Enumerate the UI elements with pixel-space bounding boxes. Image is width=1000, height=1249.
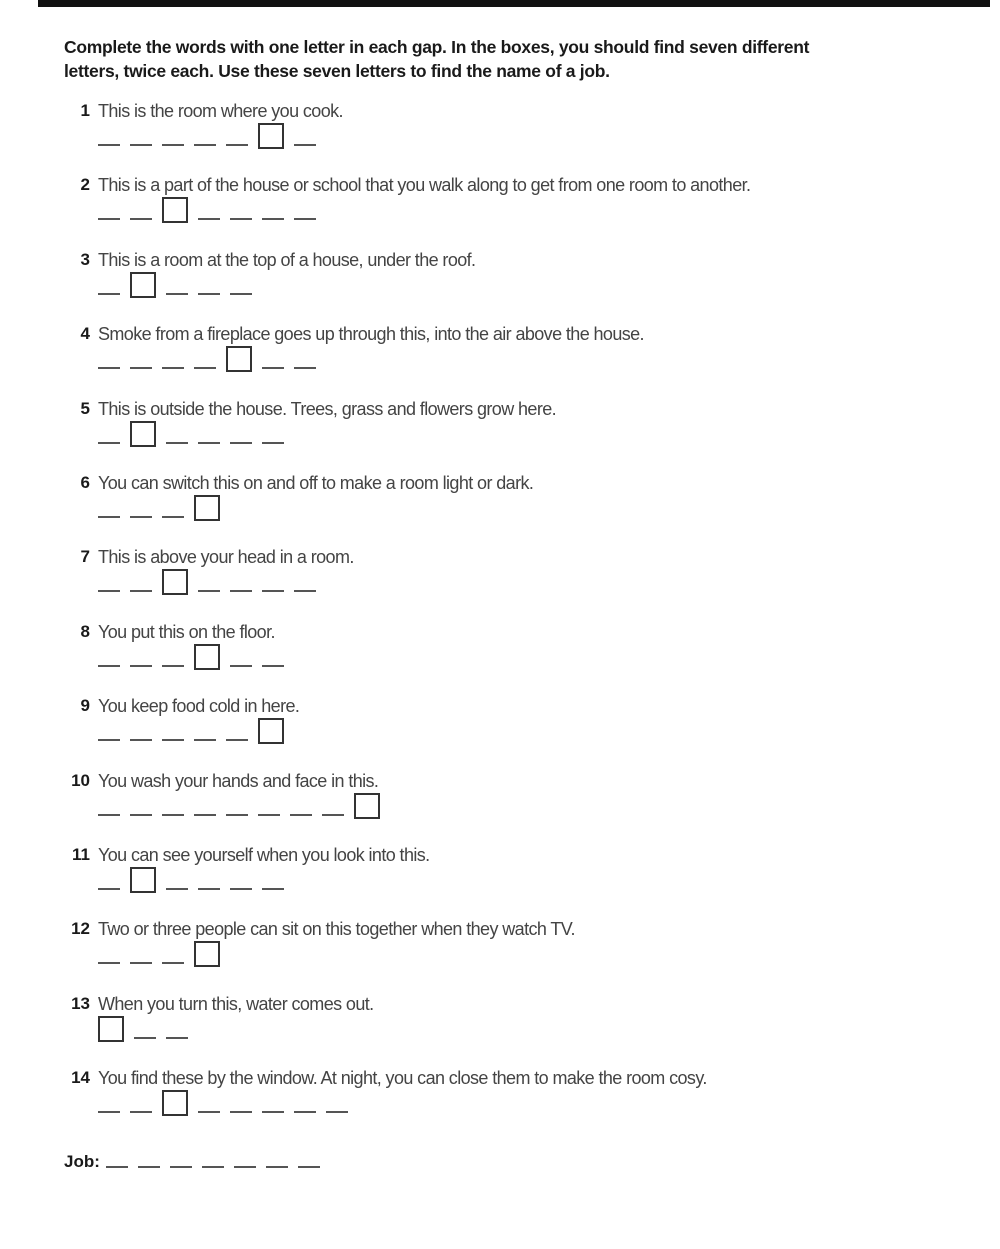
letter-box[interactable] <box>354 793 380 819</box>
job-letter-gap[interactable] <box>202 1166 224 1168</box>
answer-slots <box>98 421 294 451</box>
job-letter-gap[interactable] <box>106 1166 128 1168</box>
letter-gap[interactable] <box>194 739 216 741</box>
job-letter-slots <box>106 1154 330 1171</box>
letter-gap[interactable] <box>262 218 284 220</box>
letter-gap[interactable] <box>98 962 120 964</box>
letter-gap[interactable] <box>98 516 120 518</box>
answer-slots <box>98 272 262 302</box>
letter-box[interactable] <box>130 421 156 447</box>
letter-box[interactable] <box>194 941 220 967</box>
question-text: You find these by the window. At night, you can close them to make the room cosy. <box>98 1068 707 1089</box>
letter-gap[interactable] <box>98 1111 120 1113</box>
letter-gap[interactable] <box>198 888 220 890</box>
letter-gap[interactable] <box>98 442 120 444</box>
letter-gap[interactable] <box>230 1111 252 1113</box>
question-text: You can switch this on and off to make a room light or dark. <box>98 473 534 493</box>
question-text: You wash your hands and face in this. <box>98 770 379 791</box>
question-text: This is outside the house. Trees, grass and flowers grow here. <box>98 398 557 419</box>
letter-gap[interactable] <box>262 590 284 592</box>
letter-gap[interactable] <box>98 293 120 295</box>
letter-gap[interactable] <box>98 144 120 146</box>
letter-gap[interactable] <box>230 218 252 220</box>
letter-gap[interactable] <box>322 814 344 816</box>
letter-gap[interactable] <box>198 590 220 592</box>
letter-gap[interactable] <box>230 665 252 667</box>
letter-gap[interactable] <box>162 814 184 816</box>
letter-gap[interactable] <box>130 590 152 592</box>
letter-gap[interactable] <box>130 516 152 518</box>
letter-gap[interactable] <box>230 442 252 444</box>
letter-gap[interactable] <box>194 814 216 816</box>
answer-slots <box>98 197 326 227</box>
answer-slots <box>98 867 294 897</box>
letter-gap[interactable] <box>166 888 188 890</box>
question-number: 14 <box>71 1068 90 1088</box>
letter-gap[interactable] <box>98 367 120 369</box>
letter-gap[interactable] <box>162 962 184 964</box>
answer-slots <box>98 495 230 525</box>
letter-box[interactable] <box>258 123 284 149</box>
letter-gap[interactable] <box>230 590 252 592</box>
answer-slots <box>98 1090 358 1120</box>
letter-gap[interactable] <box>294 218 316 220</box>
letter-gap[interactable] <box>130 144 152 146</box>
letter-gap[interactable] <box>162 665 184 667</box>
job-label: Job: <box>64 1152 100 1171</box>
question-text: This is a room at the top of a house, under the roof. <box>98 249 476 270</box>
letter-gap[interactable] <box>262 665 284 667</box>
question-number: 4 <box>80 324 90 344</box>
letter-gap[interactable] <box>294 1111 316 1113</box>
letter-gap[interactable] <box>194 144 216 146</box>
question-text: This is a part of the house or school that you walk along to get from one room to another. <box>98 175 751 196</box>
letter-gap[interactable] <box>166 442 188 444</box>
question-number: 3 <box>80 249 90 269</box>
question-text: When you turn this, water comes out. <box>98 993 374 1014</box>
letter-gap[interactable] <box>294 367 316 369</box>
letter-gap[interactable] <box>294 590 316 592</box>
letter-box[interactable] <box>162 197 188 223</box>
letter-gap[interactable] <box>166 293 188 295</box>
letter-gap[interactable] <box>262 1111 284 1113</box>
question-text: Smoke from a fireplace goes up through this, into the air above the house. <box>98 324 644 345</box>
letter-gap[interactable] <box>130 665 152 667</box>
letter-box[interactable] <box>194 495 220 521</box>
letter-gap[interactable] <box>262 888 284 890</box>
question-number: 9 <box>80 696 90 716</box>
letter-gap[interactable] <box>98 590 120 592</box>
letter-box[interactable] <box>226 346 252 372</box>
question-text: This is the room where you cook. <box>98 101 343 121</box>
letter-gap[interactable] <box>290 814 312 816</box>
letter-gap[interactable] <box>294 144 316 146</box>
question-number: 6 <box>80 473 90 492</box>
answer-slots <box>98 123 326 153</box>
answer-slots <box>98 718 294 748</box>
answer-slots <box>98 569 326 599</box>
letter-gap[interactable] <box>130 739 152 741</box>
question-number: 12 <box>71 919 90 939</box>
letter-box[interactable] <box>162 569 188 595</box>
question-number: 2 <box>80 175 90 195</box>
letter-gap[interactable] <box>198 1111 220 1113</box>
letter-box[interactable] <box>258 718 284 744</box>
question-number: 10 <box>71 770 90 790</box>
letter-gap[interactable] <box>226 144 248 146</box>
letter-gap[interactable] <box>130 1111 152 1113</box>
letter-gap[interactable] <box>198 293 220 295</box>
letter-gap[interactable] <box>130 218 152 220</box>
letter-gap[interactable] <box>98 218 120 220</box>
letter-gap[interactable] <box>162 516 184 518</box>
question-number: 5 <box>80 398 90 418</box>
letter-box[interactable] <box>194 644 220 670</box>
letter-gap[interactable] <box>98 739 120 741</box>
letter-gap[interactable] <box>230 888 252 890</box>
letter-gap[interactable] <box>226 814 248 816</box>
answer-slots <box>98 1016 198 1046</box>
letter-gap[interactable] <box>326 1111 348 1113</box>
letter-gap[interactable] <box>98 665 120 667</box>
letter-gap[interactable] <box>130 367 152 369</box>
answer-slots <box>98 793 390 823</box>
job-letter-gap[interactable] <box>266 1166 288 1168</box>
letter-box[interactable] <box>98 1016 124 1042</box>
letter-gap[interactable] <box>262 442 284 444</box>
letter-gap[interactable] <box>198 218 220 220</box>
job-letter-gap[interactable] <box>170 1166 192 1168</box>
job-letter-gap[interactable] <box>234 1166 256 1168</box>
answer-slots <box>98 346 326 376</box>
letter-gap[interactable] <box>134 1037 156 1039</box>
job-letter-gap[interactable] <box>298 1166 320 1168</box>
letter-gap[interactable] <box>194 367 216 369</box>
letter-gap[interactable] <box>166 1037 188 1039</box>
top-border-bar <box>38 0 990 7</box>
letter-gap[interactable] <box>98 814 120 816</box>
question-text: You put this on the floor. <box>98 621 275 642</box>
letter-box[interactable] <box>130 272 156 298</box>
question-text: Two or three people can sit on this together when they watch TV. <box>98 919 575 940</box>
letter-gap[interactable] <box>162 144 184 146</box>
question-number: 13 <box>71 993 90 1013</box>
question-text: You keep food cold in here. <box>98 696 300 717</box>
letter-gap[interactable] <box>198 442 220 444</box>
letter-gap[interactable] <box>162 367 184 369</box>
letter-gap[interactable] <box>162 739 184 741</box>
answer-slots <box>98 644 294 674</box>
job-letter-gap[interactable] <box>138 1166 160 1168</box>
letter-gap[interactable] <box>98 888 120 890</box>
question-number: 1 <box>80 101 90 120</box>
question-text: You can see yourself when you look into this. <box>98 845 430 865</box>
letter-gap[interactable] <box>226 739 248 741</box>
letter-gap[interactable] <box>230 293 252 295</box>
letter-gap[interactable] <box>130 814 152 816</box>
instructions: Complete the words with one letter in each gap. In the boxes, you should find seven different letters, twice each. Use these seven letters to find the name of a job. <box>64 37 810 81</box>
question-text: This is above your head in a room. <box>98 547 354 568</box>
letter-gap[interactable] <box>258 814 280 816</box>
letter-gap[interactable] <box>130 962 152 964</box>
question-number: 11 <box>72 845 90 864</box>
question-number: 8 <box>80 621 90 641</box>
question-number: 7 <box>80 547 90 567</box>
letter-box[interactable] <box>162 1090 188 1116</box>
letter-gap[interactable] <box>262 367 284 369</box>
answer-slots <box>98 941 230 971</box>
letter-box[interactable] <box>130 867 156 893</box>
job-answer-row <box>64 1152 330 1182</box>
